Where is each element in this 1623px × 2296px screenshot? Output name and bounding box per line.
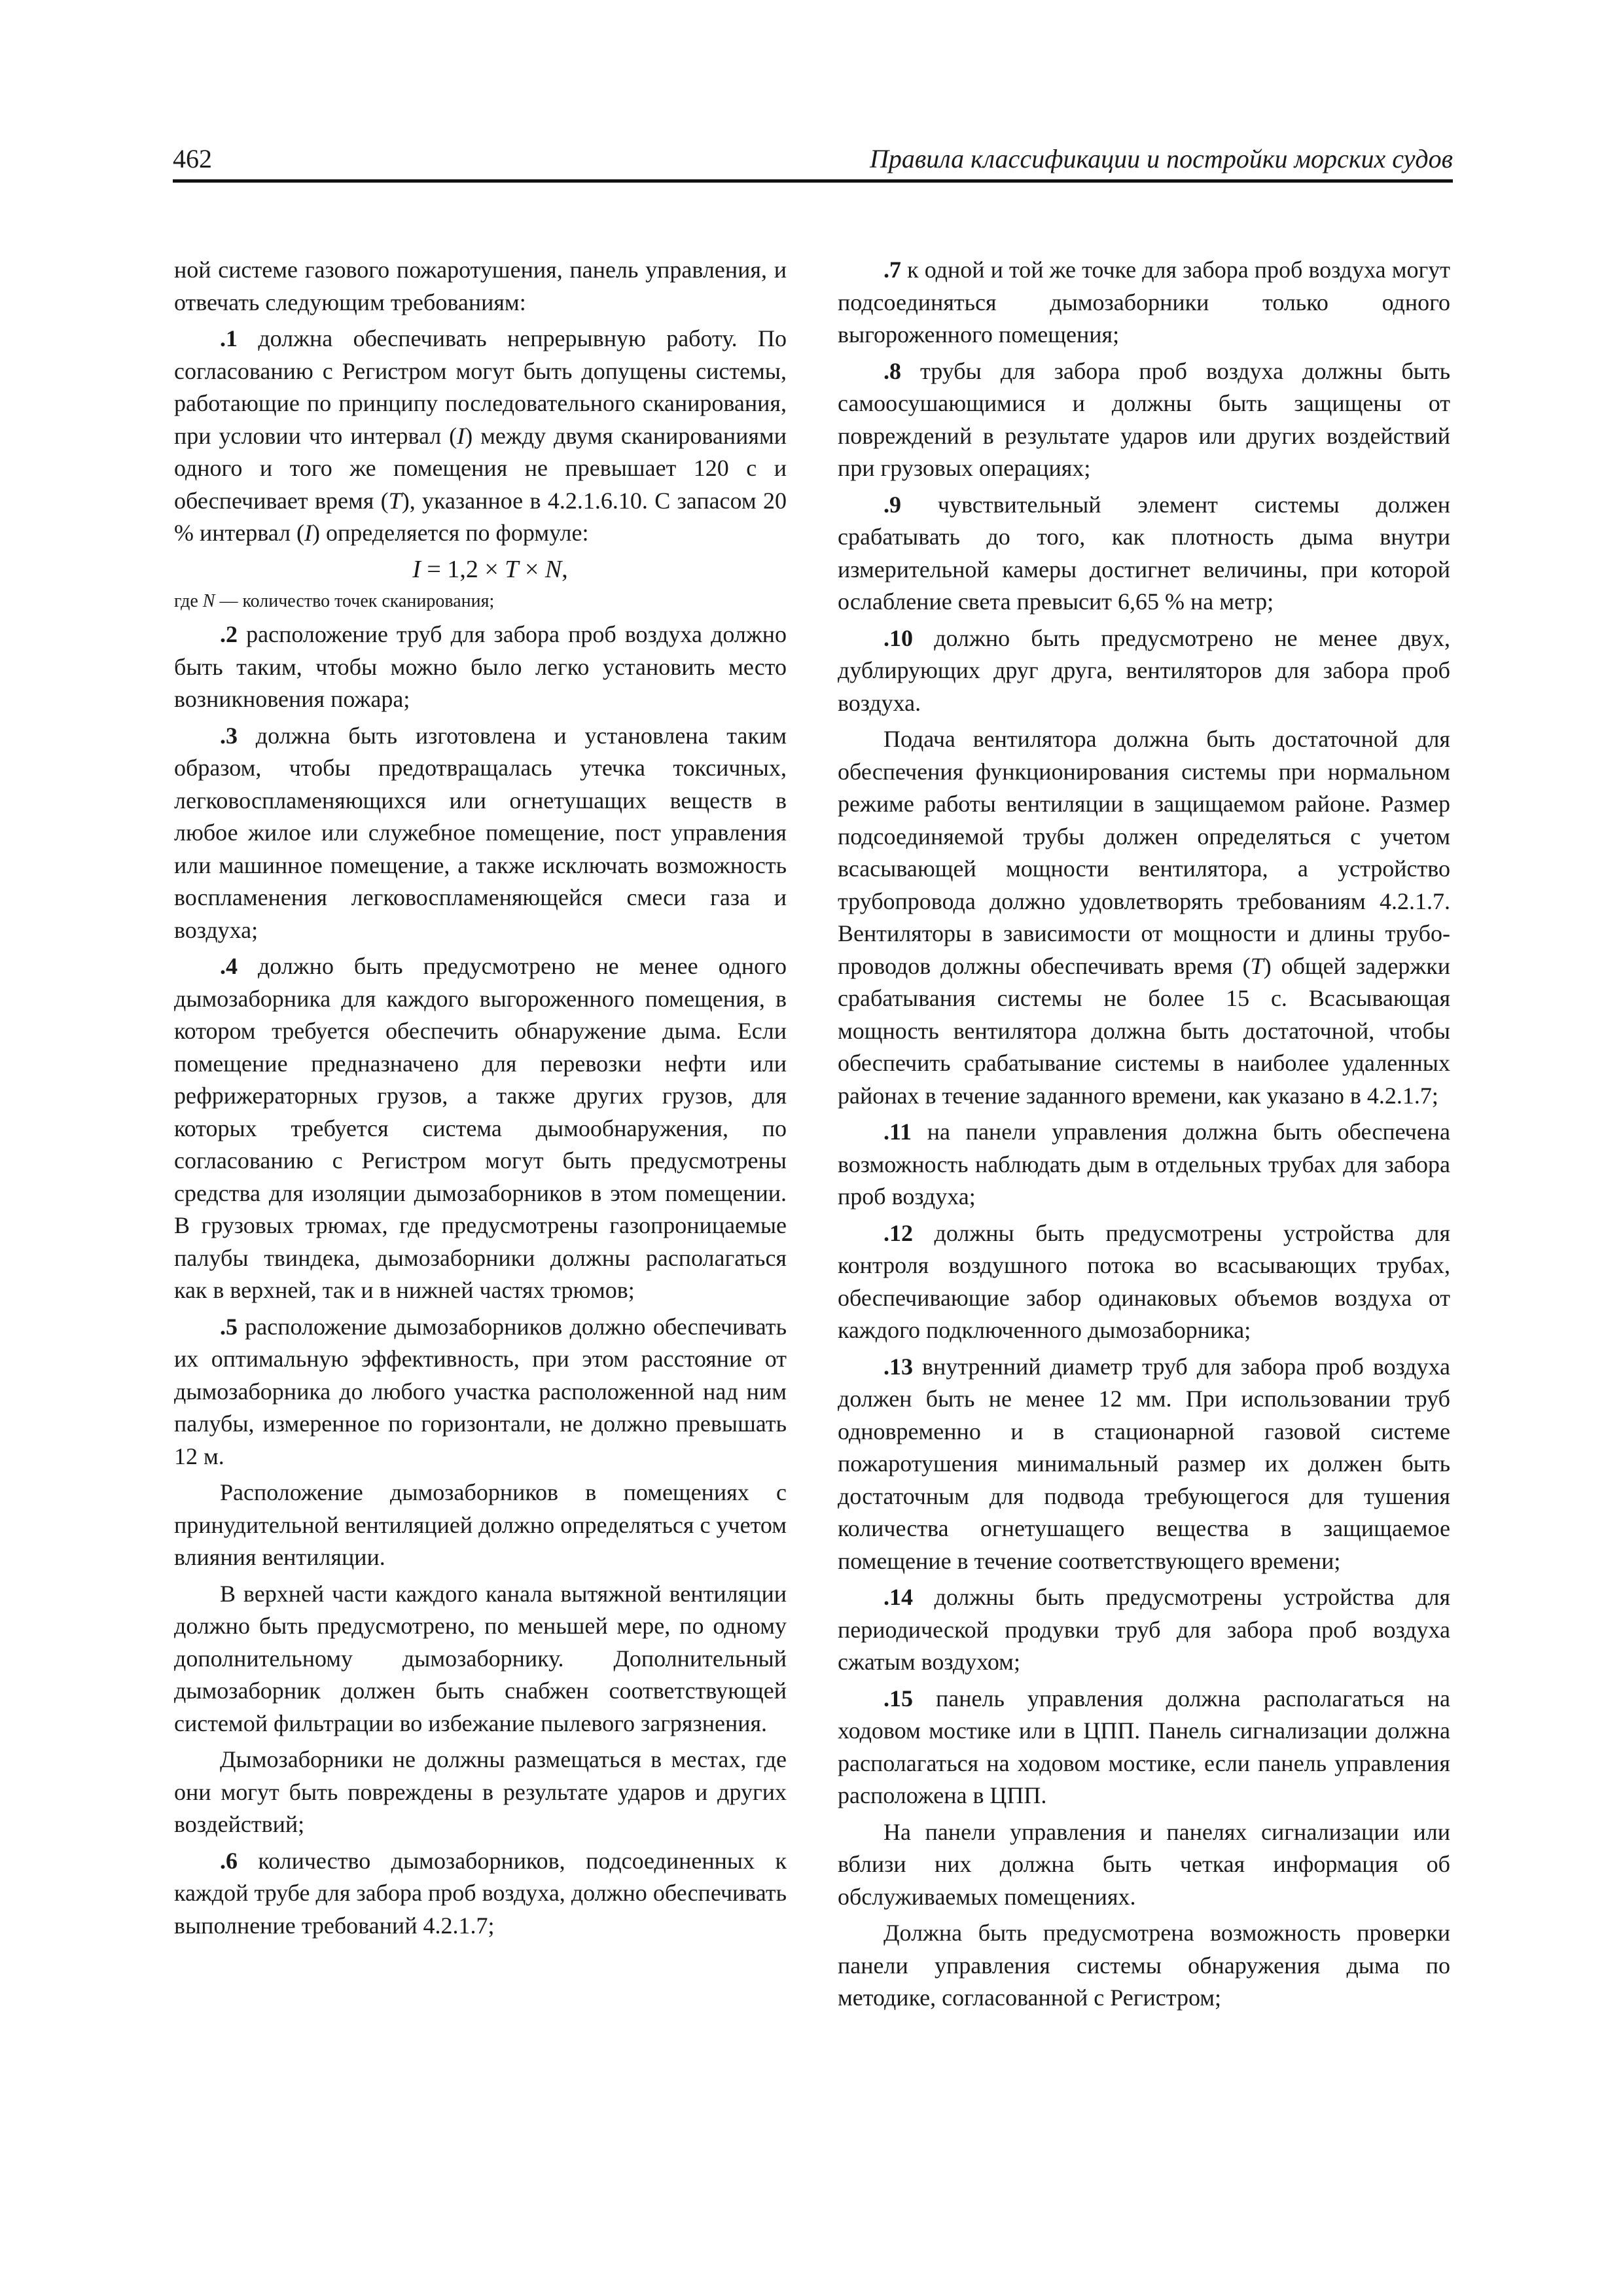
item-6: .6 количество дымозаборников, подсоединенных к каждой трубе для забора проб воздуха, должно обеспечивать выполнение требований 4.2.1.7; (174, 1847, 787, 1939)
paragraph: Расположение дымозаборников в помещениях с принудительной вентиляцией должно определяться с учетом влияния вентиляции. (174, 1479, 787, 1570)
item-9: .9 чувствительный элемент системы должен срабатывать до того, как плотность дыма внутри измерительной камеры достигнет величины, при которой ослабление света превысит 6,65 % на метр; (838, 491, 1450, 615)
item-5: .5 расположение дымозаборников должно обеспечивать их оптимальную эффективность, при этом расстояние от дымозаборника до любого участка расположенной над ним палубы, измеренное по горизонтали, не должно превышать 12 м. (174, 1313, 787, 1469)
item-11: .11 на панели управления должна быть обеспечена возможность наблюдать дым в отдельных трубах для забора проб воздуха; (838, 1119, 1450, 1210)
paragraph: На панели управления и панелях сигнализации или вблизи них должна быть четкая информация об обслуживаемых помещениях. (838, 1818, 1450, 1910)
item-10: .10 должно быть предусмотрено не менее двух, дублирующих друг друга, вентиляторов для забора проб воздуха. (838, 624, 1450, 716)
item-4: .4 должно быть предусмотрено не менее одного дымозаборника для каждого выгороженного помещения, в котором требуется обеспечить обнаружение дыма. Если помещение предназначено для перевозки нефти или рефрижераторных грузов, а также других грузов, для которых требуется система дымообнаружения, по согласованию с Регистром могут быть предусмотрены средства для изоляции дымозаборников в этом помещении. В грузовых трюмах, где предусмотрены газопроницаемые палубы твиндека, дымозаборники должны располагаться как в верхней, так и в нижней частях трюмов; (174, 953, 787, 1303)
paragraph: Подача вентилятора должна быть достаточной для обеспечения функционирования системы при нормальном режиме работы вентиляции в защищаемом районе. Размер подсоединяемой трубы должен определяться с учетом всасывающей мощности вентилятора, а устройство трубопровода должно удовлетворять требованиям 4.2.1.7. Вентиляторы в зависимости от мощности и длины трубопроводов должны обеспечивать время (T) общей задержки срабатывания системы не более 15 с. Всасывающая мощность вентилятора должна быть достаточной, чтобы обеспечить срабатывание системы в наиболее удаленных районах в течение заданного времени, как указано в 4.2.1.7; (838, 726, 1450, 1109)
item-15: .15 панель управления должна располагаться на ходовом мостике или в ЦПП. Панель сигнализации должна располагаться на ходовом мостике, если панель управления расположена в ЦПП. (838, 1685, 1450, 1808)
item-12: .12 должны быть предусмотрены устройства для контроля воздушного потока во всасывающих трубах, обеспечивающие забор одинаковых объемов воздуха от каждого подключенного дымозаборника; (838, 1219, 1450, 1343)
item-1: .1 должна обеспечивать непрерывную работу. По согласованию с Регистром могут быть допущены системы, работающие по принципу последовательного сканирования, при условии что интервал (I) между двумя сканированиями одного и того же помещения не превышает 120 с и обеспечивает время (T), указанное в 4.2.1.6.10. С запасом 20 % интервал (I) определяется по формуле: (174, 325, 787, 546)
paragraph: ной системе газового пожаротушения, панель управления, и отвечать следующим требованиям: (174, 257, 787, 315)
item-3: .3 должна быть изготовлена и установлена таким образом, чтобы предотвращалась утечка токсичных, легковоспламеняющихся или огнетушащих веществ в любое жилое или служебное помещение, пост управления или машинное помещение, а также исключать возможность воспламенения легковоспламеняющейся смеси газа и воздуха; (174, 722, 787, 943)
paragraph: В верхней части каждого канала вытяжной вентиляции должно быть предусмотрено, по меньшей мере, по одному дополнительному дымозаборнику. Дополнительный дымозаборник должен быть снабжен соответствующей системой фильтрации во избежание пылевого загрязнения. (174, 1580, 787, 1736)
right-column (838, 254, 1450, 2018)
item-13: .13 внутренний диаметр труб для забора проб воздуха должен быть не менее 12 мм. При использовании труб одновременно и в стационарной газовой системе пожаротушения минимальный размер их должен быть достаточным для подвода требующегося для тушения количества огнетушащего вещества в защищаемое помещение в течение соответствующего времени; (838, 1353, 1450, 1574)
paragraph: Дымозаборники не должны размещаться в местах, где они могут быть повреждены в результате ударов и других воздействий; (174, 1746, 787, 1837)
running-title: Правила классификации и постройки морских судов (869, 144, 1453, 173)
item-14: .14 должны быть предусмотрены устройства для периодической продувки труб для забора проб воздуха сжатым воздухом; (838, 1584, 1450, 1675)
item-2: .2 расположение труб для забора проб воздуха должно быть таким, чтобы можно было легко установить место возникновения пожара; (174, 621, 787, 712)
item-7: .7 к одной и той же точке для забора проб воздуха могут подсоединяться дымозаборники только одного выгороженного помещения; (838, 257, 1450, 348)
left-column (174, 254, 787, 1946)
page-number: 462 (173, 144, 212, 173)
formula-note: где N — количество точек сканирования; (174, 591, 495, 611)
page-header (173, 143, 1453, 183)
paragraph: Должна быть предусмотрена возможность проверки панели управления системы обнаружения дыма по методике, согласованной с Регистром; (838, 1920, 1450, 2011)
formula: I = 1,2 × T × N, (412, 555, 568, 583)
item-8: .8 трубы для забора проб воздуха должны быть самоосушающимися и должны быть защищены от повреждений в результате ударов или других воздействий при грузовых операциях; (838, 357, 1450, 481)
